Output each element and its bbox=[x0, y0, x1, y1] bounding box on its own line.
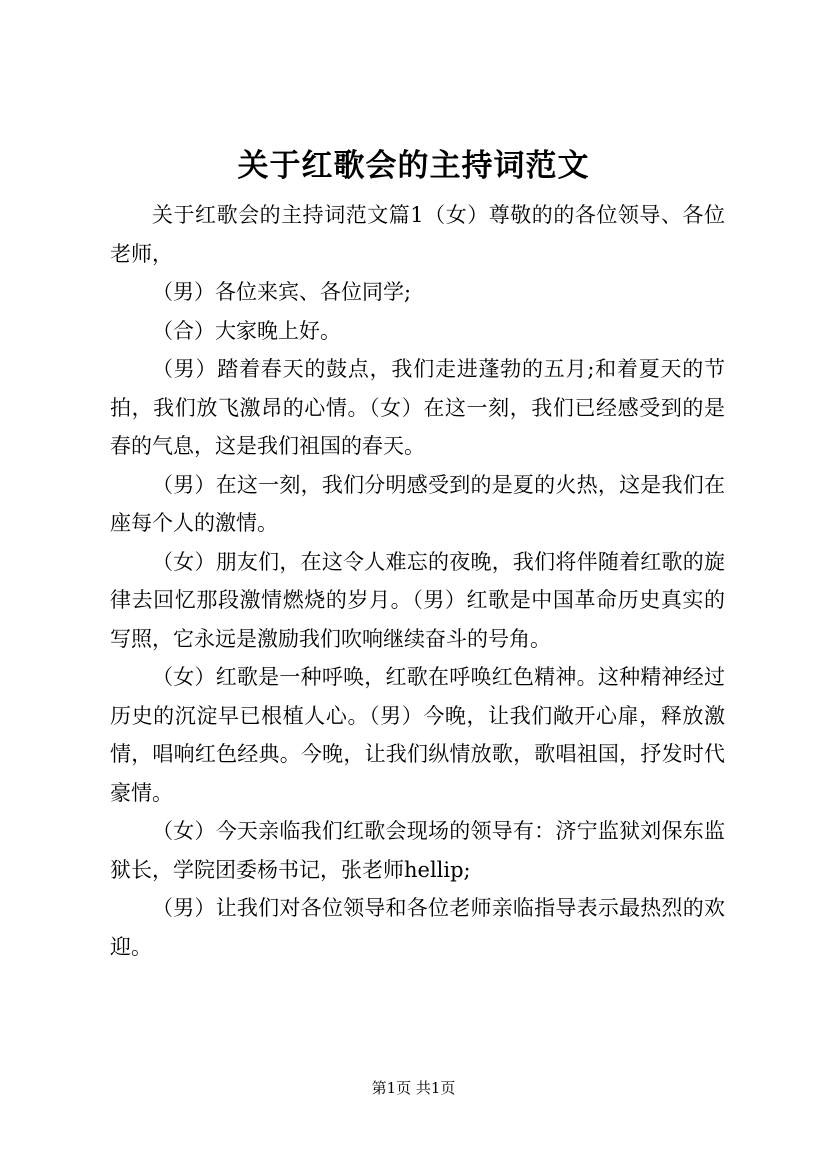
paragraph-7: （女）红歌是一种呼唤，红歌在呼唤红色精神。这种精神经过历史的沉淀早已根植人心。（男）今晚，让我们敞开心扉，释放激情，唱响红色经典。今晚，让我们纵情放歌，歌唱祖国，抒发时代豪情。 bbox=[110, 665, 725, 805]
paragraph-6: （女）朋友们，在这令人难忘的夜晚，我们将伴随着红歌的旋律去回忆那段激情燃烧的岁月。（男）红歌是中国革命历史真实的写照，它永远是激励我们吹响继续奋斗的号角。 bbox=[110, 549, 725, 651]
paragraph-9: （男）让我们对各位领导和各位老师亲临指导表示最热烈的欢迎。 bbox=[110, 896, 725, 959]
paragraph-8: （女）今天亲临我们红歌会现场的领导有：济宁监狱刘保东监狱长，学院团委杨书记，张老师hellip; bbox=[110, 819, 725, 882]
paragraph-3: （合）大家晚上好。 bbox=[152, 318, 341, 343]
paragraph-5: （男）在这一刻，我们分明感受到的是夏的火热，这是我们在座每个人的激情。 bbox=[110, 472, 725, 535]
page-title: 关于红歌会的主持词范文 bbox=[237, 148, 590, 184]
paragraph-2: （男）各位来宾、各位同学; bbox=[152, 280, 412, 304]
document-body bbox=[110, 196, 725, 966]
paragraph-4: （男）踏着春天的鼓点，我们走进蓬勃的五月;和着夏天的节拍，我们放飞激昂的心情。（女）在这一刻，我们已经感受到的是春的气息，这是我们祖国的春天。 bbox=[110, 357, 725, 458]
paragraph-1: 关于红歌会的主持词范文篇1（女）尊敬的的各位领导、各位老师， bbox=[110, 203, 725, 266]
page-footer: 第1页 共1页 bbox=[371, 1079, 456, 1097]
